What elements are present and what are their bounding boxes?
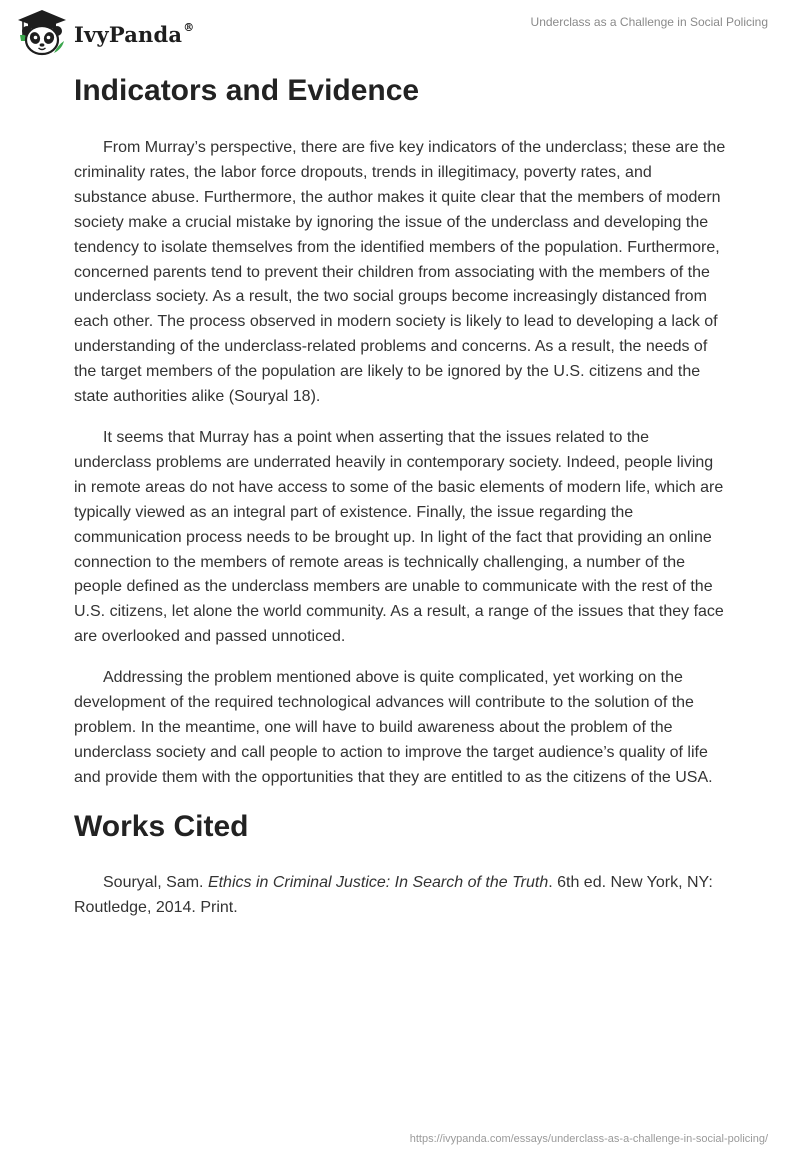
citation-author: Souryal, Sam.: [103, 873, 208, 891]
section-heading: Indicators and Evidence: [74, 74, 420, 107]
body-paragraph: It seems that Murray has a point when asserting that the issues related to the underclass problems are underrated heavily in contemporary society. Indeed, people living in remote areas do not have access to some of the basic elements of modern life, which are typically viewed as an integral part of existence. Finally, the issue regarding the communication process needs to be brought up. In light of the fact that providing an online connection to the members of remote areas is technically challenging, a number of the people defined as the underclass members are unable to communicate with the rest of the U.S. citizens, let alone the world community. As a result, a range of the issues that they face are overlooked and passed unnoticed.: [74, 428, 724, 646]
section-indicators-and-evidence: [74, 72, 726, 791]
page-header: [0, 0, 800, 60]
ivypanda-logo[interactable]: [14, 9, 194, 57]
section-heading: Works Cited: [74, 809, 249, 843]
body-paragraph: Addressing the problem mentioned above is quite complicated, yet working on the development of the required technological advances will contribute to the solution of the problem. In the meantime, one will have to build awareness about the problem of the underclass society and call people to action to improve the target audience’s quality of life and provide them with the opportunities that they are entitled to as the citizens of the USA.: [74, 669, 713, 786]
citation-details: . 6th ed. New York, NY: Routledge, 2014. Print.: [74, 873, 713, 916]
citation-title: Ethics in Criminal Justice: In Search of the Truth: [207, 873, 549, 891]
registered-mark: ®: [183, 20, 195, 34]
source-url[interactable]: https://ivypanda.com/essays/underclass-as-a-challenge-in-social-policing/: [409, 1133, 768, 1145]
section-works-cited: [74, 808, 726, 921]
panda-graduate-icon: [14, 9, 70, 57]
brand-name: IvyPanda®: [74, 20, 195, 47]
citation-entry: [74, 871, 726, 921]
essay-content: [74, 72, 726, 920]
document-title: Underclass as a Challenge in Social Policing: [530, 15, 768, 29]
body-paragraph: From Murray’s perspective, there are five key indicators of the underclass; these are the criminality rates, the labor force dropouts, trends in illegitimacy, poverty rates, and substance abuse. Furthermore, the author makes it quite clear that the members of modern society make a crucial mistake by ignoring the issue of the underclass and developing the tendency to isolate themselves from the identified members of the population. Furthermore, concerned parents tend to prevent their children from associating with the members of the underclass society. As a result, the two social groups become increasingly distanced from each other. The process observed in modern society is likely to lead to developing a lack of understanding of the underclass-related problems and concerns. As a result, the needs of the target members of the population are likely to be ignored by the U.S. citizens and the state authorities alike (Souryal 18).: [74, 139, 726, 406]
